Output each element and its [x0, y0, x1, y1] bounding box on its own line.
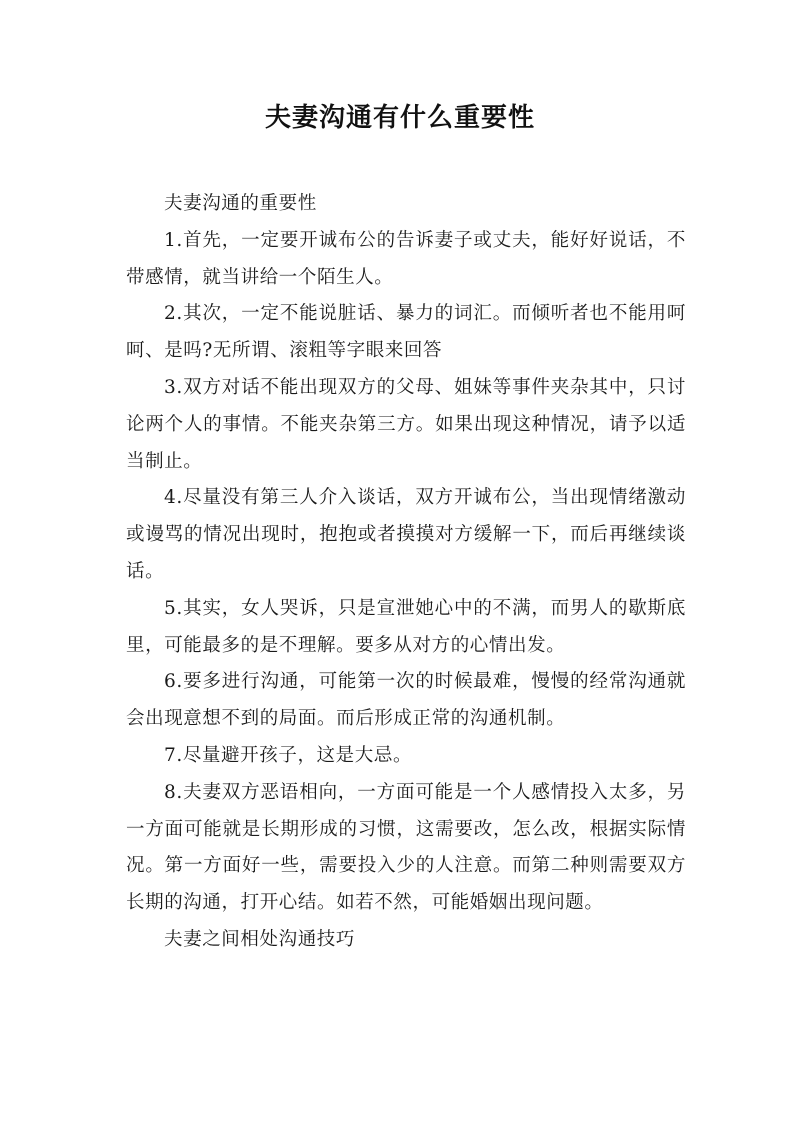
- paragraph-point-7: 7.尽量避开孩子，这是大忌。: [164, 744, 413, 766]
- paragraph-point-1: 1.首先，一定要开诚布公的告诉妻子或丈夫，能好好说话，不带感情，就当讲给一个陌生人。: [126, 229, 686, 288]
- paragraph-point-6: 6.要多进行沟通，可能第一次的时候最难，慢慢的经常沟通就会出现意想不到的局面。而后形成正常的沟通机制。: [126, 671, 686, 730]
- paragraph-point-2: 2.其次，一定不能说脏话、暴力的词汇。而倾听者也不能用呵呵、是吗?无所谓、滚粗等字眼来回答: [126, 303, 686, 362]
- section-heading-skills: 夫妻之间相处沟通技巧: [164, 928, 356, 950]
- paragraph-point-8: 8.夫妻双方恶语相向，一方面可能是一个人感情投入太多，另一方面可能就是长期形成的习惯，这需要改，怎么改，根据实际情况。第一方面好一些，需要投入少的人注意。而第二种则需要双方长期的沟通，打开心结。如若不然，可能婚姻出现问题。: [126, 781, 686, 914]
- paragraph-point-3: 3.双方对话不能出现双方的父母、姐妹等事件夹杂其中，只讨论两个人的事情。不能夹杂第三方。如果出现这种情况，请予以适当制止。: [126, 376, 686, 472]
- section-heading-importance: 夫妻沟通的重要性: [164, 193, 317, 214]
- document-body: [126, 186, 686, 959]
- paragraph-point-5: 5.其实，女人哭诉，只是宣泄她心中的不满，而男人的歇斯底里，可能最多的是不理解。要多从对方的心情出发。: [126, 597, 686, 656]
- paragraph-point-4: 4.尽量没有第三人介入谈话，双方开诚布公，当出现情绪激动或谩骂的情况出现时，抱抱或者摸摸对方缓解一下，而后再继续谈话。: [126, 487, 686, 582]
- document-title: 夫妻沟通有什么重要性: [264, 103, 535, 133]
